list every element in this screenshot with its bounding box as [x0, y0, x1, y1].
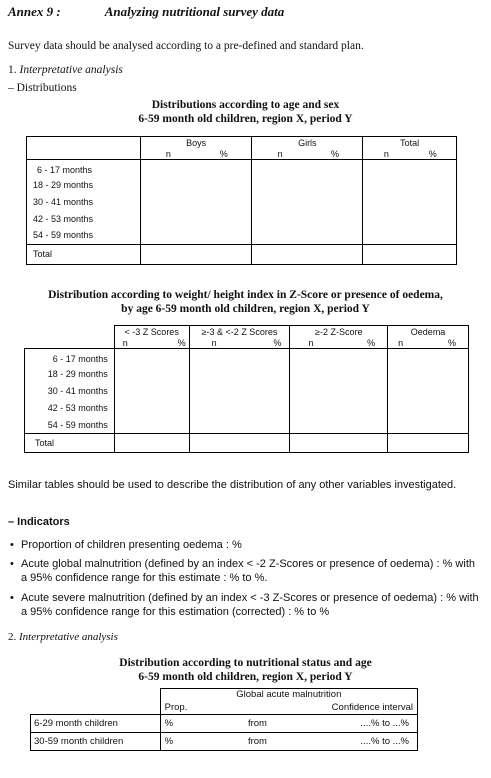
table-row [25, 417, 469, 434]
table-row [31, 715, 418, 733]
row-label-total: Total [25, 434, 115, 453]
row-label-total: Total [27, 244, 141, 264]
table1-group-row [27, 137, 457, 149]
table1-group-girls: Girls [252, 137, 363, 149]
table2-group-lt-3: < -3 Z Scores [114, 326, 189, 338]
row-label: 30 - 41 months [25, 383, 115, 400]
table-row-total [25, 434, 469, 453]
table2-sub-n: n [114, 338, 152, 349]
row-label: 18 - 29 months [25, 366, 115, 383]
table1-sub-n: n [140, 149, 196, 160]
table-row [25, 383, 469, 400]
table3-group-gam: Global acute malnutrition [160, 689, 417, 701]
table1-sub-pct: % [308, 149, 363, 160]
table2-group-ge-2: ≥-2 Z-Score [290, 326, 388, 338]
table2 [24, 325, 469, 453]
section2-title: Interpretative analysis [19, 631, 118, 643]
annex-number: Annex 9 : [8, 4, 61, 19]
table2-sub-pct: % [152, 338, 189, 349]
table3-title-line1: Distribution according to nutritional status and age [119, 657, 372, 669]
bullet-icon: • [10, 558, 14, 570]
row-label: 54 - 59 months [25, 417, 115, 434]
section1-number: 1. [8, 64, 17, 76]
indicator-item [8, 538, 483, 552]
row-prop: % [160, 733, 238, 751]
bullet-icon: • [10, 539, 14, 551]
table3-title [0, 656, 491, 684]
table2-group-oedema: Oedema [388, 326, 469, 338]
table-row [27, 227, 457, 244]
indicator-item [8, 591, 483, 619]
table3-title-line2: 6-59 month old children, region X, period Y [138, 671, 353, 683]
table-row [25, 366, 469, 383]
table2-group-3-to-2: ≥-3 & <-2 Z Scores [189, 326, 290, 338]
table1-subheader-row [27, 149, 457, 160]
row-label: 42 - 53 months [25, 400, 115, 417]
table-row [31, 733, 418, 751]
table2-title-line2: by age 6-59 month old children, region X, period Y [121, 303, 370, 315]
table-row [27, 176, 457, 193]
section1-title: Interpretative analysis [19, 64, 123, 76]
table2-subheader-row [25, 338, 469, 349]
table-row [25, 349, 469, 366]
table3-group-row [31, 689, 418, 701]
table2-sub-n: n [189, 338, 239, 349]
table-row-total [27, 244, 457, 264]
indicator-text: Acute severe malnutrition (defined by an index < -3 Z-Scores or presence of oedema) : % with a 95% confidence range for this estimation (corrected) : % to % [21, 592, 479, 618]
table2-sub-pct: % [339, 338, 388, 349]
table1-title-line2: 6-59 month old children, region X, period Y [138, 113, 353, 125]
table2-title-line1: Distribution according to weight/ height index in Z-Score or presence of oedema, [48, 289, 443, 301]
indicator-item [8, 557, 483, 585]
table-row [25, 400, 469, 417]
row-label: 30-59 month children [31, 733, 161, 751]
table2-sub-n: n [290, 338, 339, 349]
table1-sub-pct: % [196, 149, 252, 160]
row-from: from [238, 733, 318, 751]
similar-tables-note: Similar tables should be used to describe the distribution of any other variables investigated. [8, 479, 457, 491]
row-prop: % [160, 715, 238, 733]
table1-sub-n: n [252, 149, 308, 160]
indicator-text: Acute global malnutrition (defined by an index < -2 Z-Scores or presence of oedema) : % with a 95% confidence range for this estimate : % to %. [21, 558, 475, 584]
indicator-text: Proportion of children presenting oedema : % [21, 539, 242, 551]
row-label: 42 - 53 months [27, 210, 141, 227]
table1-group-total: Total [363, 137, 457, 149]
table3-col-ci: Confidence interval [238, 701, 418, 715]
annex-title: Analyzing nutritional survey data [104, 4, 285, 19]
table-row [27, 210, 457, 227]
table2-group-row [25, 326, 469, 338]
table3-subheader-row [31, 701, 418, 715]
annex-heading [8, 4, 284, 20]
table2-sub-pct: % [428, 338, 469, 349]
row-from: from [238, 715, 318, 733]
row-label: 30 - 41 months [27, 193, 141, 210]
intro-text: Survey data should be analysed according to a pre-defined and standard plan. [8, 40, 364, 52]
table1-title [0, 98, 491, 126]
section2-heading [8, 631, 118, 643]
table-row [27, 159, 457, 176]
row-range: ....% to ...% [318, 733, 418, 751]
table2-sub-n: n [388, 338, 428, 349]
table2-title [0, 288, 491, 316]
table1-group-boys: Boys [140, 137, 252, 149]
table1-title-line1: Distributions according to age and sex [151, 99, 340, 111]
row-label: 18 - 29 months [27, 176, 141, 193]
table3-col-prop: Prop. [160, 701, 238, 715]
row-label: 6-29 month children [31, 715, 161, 733]
table3 [30, 688, 418, 751]
table1-sub-n: n [363, 149, 410, 160]
row-range: ....% to ...% [318, 715, 418, 733]
table2-sub-pct: % [239, 338, 290, 349]
bullet-icon: • [10, 592, 14, 604]
section1-heading [8, 64, 123, 76]
distributions-subheading: – Distributions [8, 82, 77, 94]
row-label: 54 - 59 months [27, 227, 141, 244]
row-label: 6 - 17 months [25, 349, 115, 366]
indicators-heading: – Indicators [8, 516, 70, 528]
table1 [26, 136, 457, 265]
row-label: 6 - 17 months [27, 159, 141, 176]
table-row [27, 193, 457, 210]
table1-sub-pct: % [410, 149, 457, 160]
section2-number: 2. [8, 631, 17, 643]
